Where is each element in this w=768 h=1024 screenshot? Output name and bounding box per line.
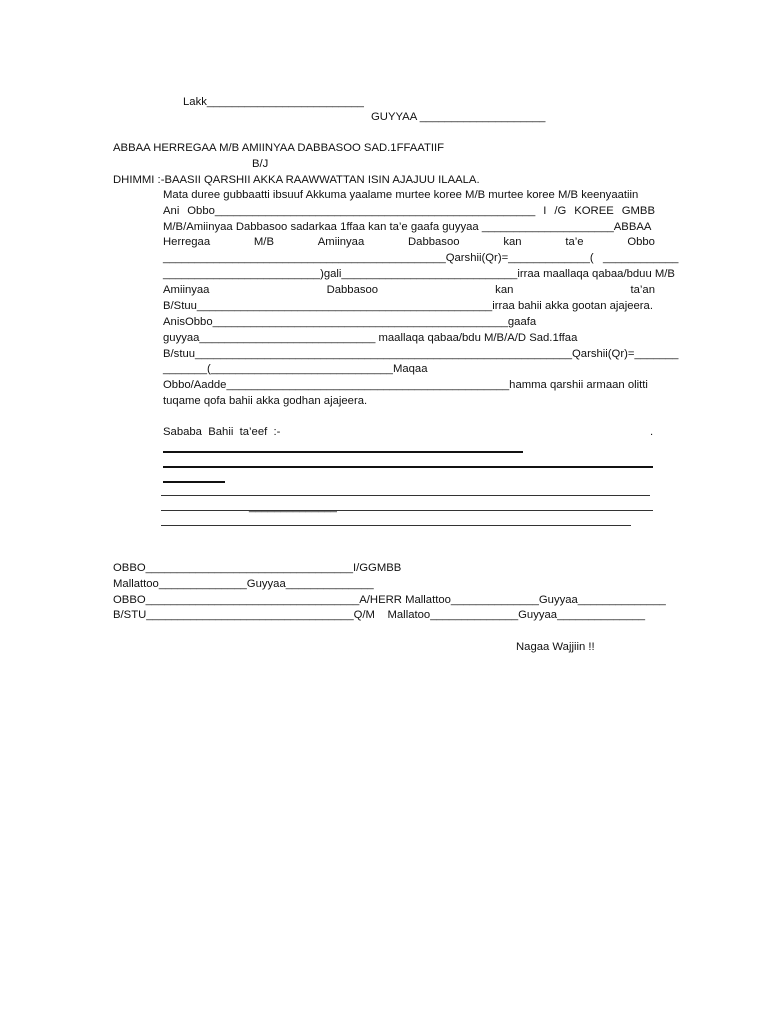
body-word: Obbo___________________________________________________	[187, 205, 536, 217]
subject-line: DHIMMI :-BAASII QARSHII AKKA RAAWWATTAN ISIN AJAJUU ILAALA.	[113, 174, 480, 186]
body-line-2	[163, 204, 655, 218]
body-word: Obbo	[627, 236, 655, 248]
body-line-3: M/B/Amiinyaa Dabbasoo sadarkaa 1ffaa kan ta’e gaafa guyyaa _____________________ABBAA	[163, 221, 652, 233]
reference-number-line: Lakk_________________________	[183, 96, 364, 108]
signature-line-2: Mallattoo______________Guyyaa______________	[113, 578, 374, 590]
closing-greeting: Nagaa Wajjiin !!	[516, 641, 595, 653]
body-word: kan	[503, 236, 522, 248]
signature-line-3: OBBO__________________________________A/HERR Mallattoo______________Guyyaa______________	[113, 594, 666, 606]
body-line-13: Obbo/Aadde_____________________________________________hamma qarshii armaan olitti	[163, 379, 648, 391]
body-word: GMBB	[621, 205, 655, 217]
body-word: /G	[554, 205, 567, 217]
reason-line-6	[161, 525, 631, 526]
body-word: Dabbasoo	[408, 236, 460, 248]
via-line: B/J	[252, 158, 269, 170]
body-word: M/B	[253, 236, 274, 248]
body-word: Herregaa	[163, 236, 211, 248]
body-line-12: _______(_____________________________Maqaa	[163, 363, 428, 375]
date-line: GUYYAA ____________________	[371, 111, 546, 123]
body-line-9: AnisObbo_______________________________________________gaafa	[163, 316, 537, 328]
body-line-7	[163, 283, 655, 297]
body-line-1: Mata duree gubbaatti ibsuuf Akkuma yaalame murtee koree M/B murtee koree M/B keenyaatiin	[163, 189, 639, 201]
body-line-10: guyyaa____________________________ maallaqa qabaa/bdu M/B/A/D Sad.1ffaa	[163, 332, 578, 344]
body-word: KOREE	[574, 205, 614, 217]
body-word: I	[543, 205, 547, 217]
body-word: Dabbasoo	[326, 284, 379, 296]
reason-line-2	[163, 466, 653, 468]
reason-line-5	[161, 510, 653, 511]
body-word: ta’e	[565, 236, 584, 248]
reason-line-1	[163, 451, 523, 453]
body-line-6: _________________________)gali____________________________irraa maallaqa qabaa/bduu M/B	[163, 268, 675, 280]
body-word: Ani	[163, 205, 180, 217]
reason-line-3	[163, 481, 225, 483]
body-word: Amiinyaa	[317, 236, 365, 248]
signature-line-1: OBBO_________________________________I/GGMBB	[113, 562, 402, 574]
body-word: Amiinyaa	[163, 284, 210, 296]
body-line-5: _____________________________________________Qarshii(Qr)=_____________( ____________	[163, 252, 679, 264]
body-word: kan	[495, 284, 514, 296]
addressee: ABBAA HERREGAA M/B AMIINYAA DABBASOO SAD.1FFAATIIF	[113, 142, 445, 154]
body-line-14: tuqame qofa bahii akka godhan ajajeera.	[163, 395, 368, 407]
body-line-4	[163, 235, 655, 249]
reason-dot: .	[650, 426, 654, 438]
signature-line-4: B/STU_________________________________Q/M Mallatoo______________Guyyaa______________	[113, 609, 646, 621]
body-line-8: B/Stuu_______________________________________________irraa bahii akka gootan ajajeera.	[163, 300, 653, 312]
body-word: ta’an	[630, 284, 655, 296]
reason-short-blank: ______________	[249, 501, 337, 513]
reason-label: Sababa Bahii ta’eef :-	[163, 426, 281, 438]
body-line-11: B/stuu____________________________________________________________Qarshii(Qr)=_______	[163, 348, 679, 360]
reason-line-4	[161, 495, 650, 496]
